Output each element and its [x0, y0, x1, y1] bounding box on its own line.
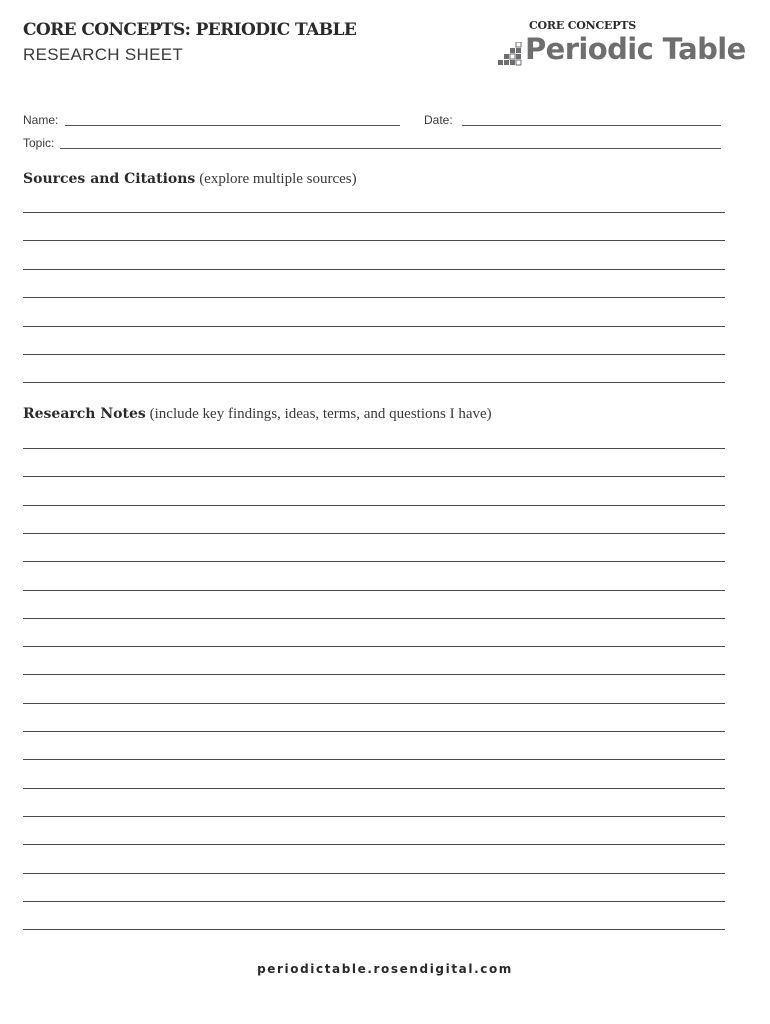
notes-heading-label: Research Notes — [23, 406, 146, 422]
writing-line[interactable] — [23, 590, 725, 591]
topic-label: Topic: — [23, 136, 55, 150]
writing-line[interactable] — [23, 326, 725, 327]
writing-line[interactable] — [23, 297, 725, 298]
sources-heading-label: Sources and Citations — [23, 171, 196, 187]
writing-line[interactable] — [23, 505, 725, 506]
writing-line[interactable] — [23, 240, 725, 241]
notes-heading — [23, 405, 492, 423]
date-field[interactable] — [462, 125, 721, 126]
writing-line[interactable] — [23, 674, 725, 675]
writing-line[interactable] — [23, 901, 725, 902]
writing-line[interactable] — [23, 448, 725, 449]
writing-line[interactable] — [23, 382, 725, 383]
notes-heading-note: (include key findings, ideas, terms, and questions I have) — [149, 406, 492, 422]
writing-line[interactable] — [23, 873, 725, 874]
writing-line[interactable] — [23, 731, 725, 732]
page-subtitle: RESEARCH SHEET — [23, 45, 184, 64]
writing-line[interactable] — [23, 354, 725, 355]
date-label: Date: — [424, 113, 453, 127]
topic-field[interactable] — [60, 148, 721, 149]
writing-line[interactable] — [23, 618, 725, 619]
writing-line[interactable] — [23, 788, 725, 789]
page-title: CORE CONCEPTS: PERIODIC TABLE — [23, 20, 357, 40]
writing-line[interactable] — [23, 269, 725, 270]
periodic-blocks-icon — [498, 42, 524, 66]
footer-url[interactable]: periodictable.rosendigital.com — [257, 962, 513, 976]
logo-kicker: CORE CONCEPTS — [529, 19, 637, 32]
name-label: Name: — [23, 113, 59, 127]
writing-line[interactable] — [23, 816, 725, 817]
writing-line[interactable] — [23, 703, 725, 704]
sources-heading-note: (explore multiple sources) — [199, 171, 357, 187]
sources-heading — [23, 170, 357, 188]
writing-line[interactable] — [23, 929, 725, 930]
writing-line[interactable] — [23, 646, 725, 647]
writing-line[interactable] — [23, 212, 725, 213]
writing-line[interactable] — [23, 533, 725, 534]
writing-line[interactable] — [23, 759, 725, 760]
writing-line[interactable] — [23, 476, 725, 477]
logo-wordmark: Periodic Table — [525, 32, 746, 66]
writing-line[interactable] — [23, 561, 725, 562]
name-field[interactable] — [65, 125, 400, 126]
writing-line[interactable] — [23, 844, 725, 845]
